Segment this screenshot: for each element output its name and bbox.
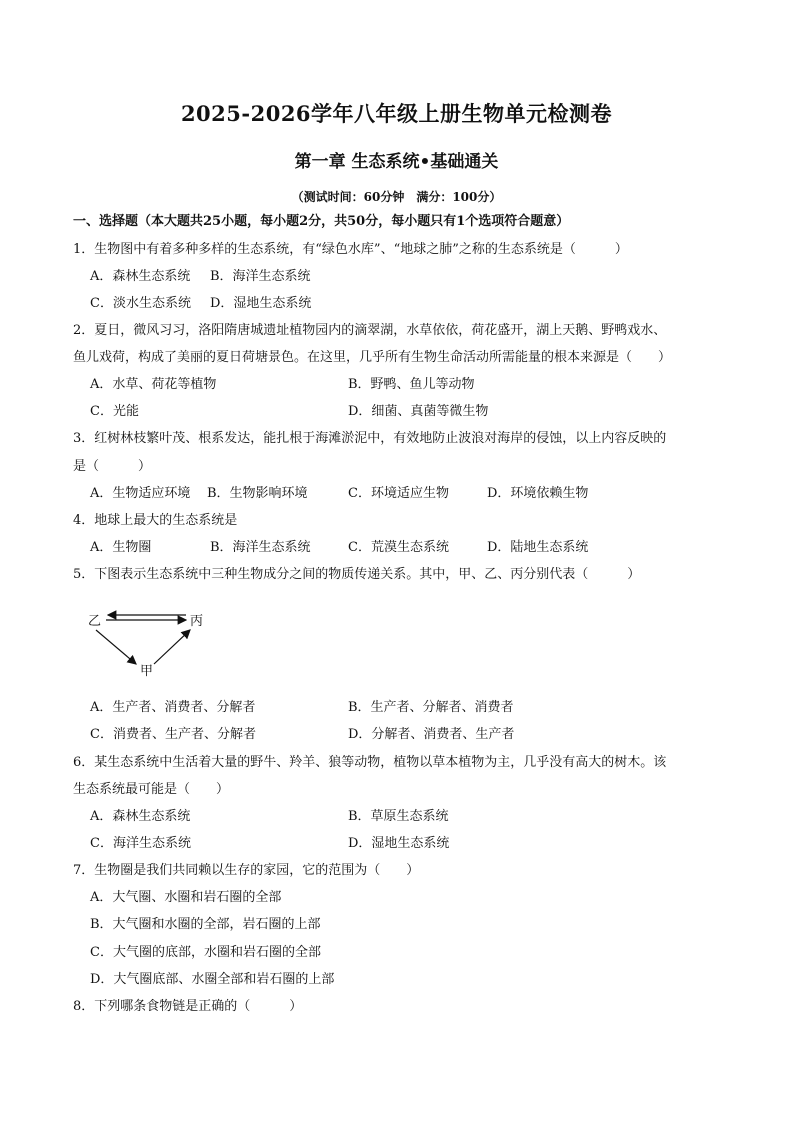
diagram-node-yi: 乙 xyxy=(88,614,102,629)
diagram-node-jia: 甲 xyxy=(140,664,154,679)
question-4-option-b: B．海洋生态系统 xyxy=(210,540,311,555)
arrow-jia-to-bing xyxy=(154,630,190,664)
chapter-subtitle: 第一章 生态系统•基础通关 xyxy=(294,152,499,172)
question-2-option-a: A．水草、荷花等植物 xyxy=(90,377,217,392)
question-7-option-a: A．大气圈、水圈和岩石圈的全部 xyxy=(90,890,282,905)
question-3-option-a: A．生物适应环境 xyxy=(90,486,191,501)
question-4-stem: 4．地球上最大的生态系统是 xyxy=(73,513,238,528)
test-meta: （测试时间：60分钟 满分：100分） xyxy=(291,190,502,204)
diagram-node-bing: 丙 xyxy=(190,614,204,629)
arrow-yi-to-jia xyxy=(96,630,136,664)
question-2-option-c: C．光能 xyxy=(90,404,139,419)
question-3-option-b: B．生物影响环境 xyxy=(207,486,308,501)
question-4-option-c: C．荒漠生态系统 xyxy=(348,540,449,555)
question-3-stem-line2: 是（ ） xyxy=(73,459,152,474)
question-7-option-c: C．大气圈的底部，水圈和岩石圈的全部 xyxy=(90,945,321,960)
question-5-stem: 5．下图表示生态系统中三种生物成分之间的物质传递关系。其中，甲、乙、丙分别代表（ ） xyxy=(73,567,641,582)
question-6-option-b: B．草原生态系统 xyxy=(348,809,449,824)
question-7-stem: 7．生物圈是我们共同赖以生存的家园，它的范围为（ ） xyxy=(73,863,420,878)
question-3-option-d: D．环境依赖生物 xyxy=(487,486,589,501)
question-5-option-c: C．消费者、生产者、分解者 xyxy=(90,727,256,742)
question-2-option-d: D．细菌、真菌等微生物 xyxy=(348,404,489,419)
question-2-stem-line2: 鱼儿戏荷，构成了美丽的夏日荷塘景色。在这里，几乎所有生物生命活动所需能量的根本来源是（ ） xyxy=(73,350,672,365)
question-2-stem-line1: 2．夏日，微风习习，洛阳隋唐城遗址植物园内的滴翠湖，水草依依，荷花盛开，湖上天鹅、野鸭戏水、 xyxy=(73,323,667,338)
question-6-option-a: A．森林生态系统 xyxy=(90,809,191,824)
section-heading: 一、选择题（本大题共25小题，每小题2分，共50分，每小题只有1个选项符合题意） xyxy=(73,214,570,229)
question-7-option-d: D．大气圈底部、水圈全部和岩石圈的上部 xyxy=(90,972,335,987)
question-5-option-d: D．分解者、消费者、生产者 xyxy=(348,727,515,742)
exam-title: 2025-2026学年八年级上册生物单元检测卷 xyxy=(180,101,613,126)
question-6-stem-line1: 6．某生态系统中生活着大量的野牛、羚羊、狼等动物，植物以草本植物为主，几乎没有高大的树木。该 xyxy=(73,755,667,770)
question-5-option-a: A．生产者、消费者、分解者 xyxy=(90,700,256,715)
question-7-option-b: B．大气圈和水圈的全部，岩石圈的上部 xyxy=(90,917,321,932)
food-relation-diagram xyxy=(84,606,224,686)
question-2-option-b: B．野鸭、鱼儿等动物 xyxy=(348,377,475,392)
question-6-option-c: C．海洋生态系统 xyxy=(90,836,191,851)
question-1-option-a: A．森林生态系统 xyxy=(90,269,191,284)
question-4-option-d: D．陆地生态系统 xyxy=(487,540,589,555)
question-8-stem: 8．下列哪条食物链是正确的（ ） xyxy=(73,999,303,1014)
question-6-stem-line2: 生态系统最可能是（ ） xyxy=(73,782,230,797)
question-1-option-c: C．淡水生态系统 xyxy=(90,296,191,311)
question-1-option-d: D．湿地生态系统 xyxy=(210,296,312,311)
question-6-option-d: D．湿地生态系统 xyxy=(348,836,450,851)
question-3-option-c: C．环境适应生物 xyxy=(348,486,449,501)
question-1-option-b: B．海洋生态系统 xyxy=(210,269,311,284)
question-5-option-b: B．生产者、分解者、消费者 xyxy=(348,700,514,715)
question-1-stem: 1．生物图中有着多种多样的生态系统，有“绿色水库”、“地球之肺”之称的生态系统是（ ） xyxy=(73,242,628,257)
question-4-option-a: A．生物圈 xyxy=(90,540,152,555)
question-3-stem-line1: 3．红树林枝繁叶茂、根系发达，能扎根于海滩淤泥中，有效地防止波浪对海岸的侵蚀，以上内容反映的 xyxy=(73,431,667,446)
